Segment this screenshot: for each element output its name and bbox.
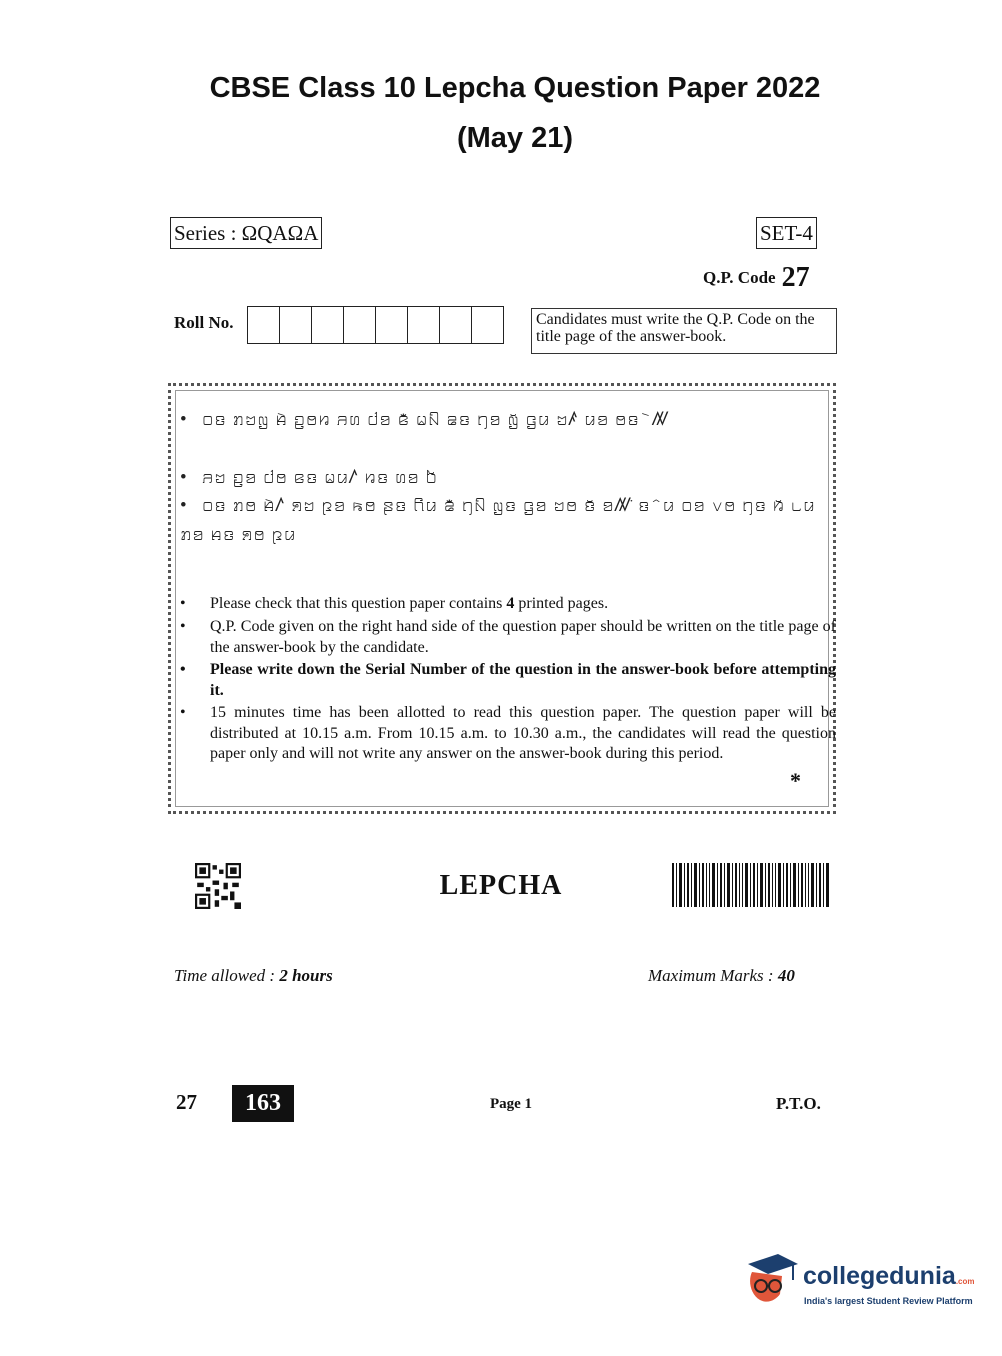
- roll-no-digit-box[interactable]: [376, 307, 408, 343]
- subject-title: LEPCHA: [439, 870, 563, 901]
- roll-no-digit-box[interactable]: [408, 307, 440, 343]
- qp-code: [703, 262, 810, 294]
- lepcha-instruction: • ꤀ꤢ ꤊꤠꤜ ꤌꤧ ꤑꤥꤙ ꤏꤛ ꤓꤤ ꤕꤪ ꤗꤡ ꤘꤢ ꤚꤤ ꤜꤩ ꤞꤣ ꤠꤰ ꤣꤤ ꤥꤢ ꤧꤲ: [180, 405, 820, 434]
- bullet-icon: •: [180, 704, 186, 721]
- roll-no-digit-box[interactable]: [344, 307, 376, 343]
- roll-no-digit-box[interactable]: [440, 307, 472, 343]
- time-allowed: Time allowed : 2 hours: [174, 966, 333, 985]
- bullet-icon: •: [180, 661, 186, 678]
- collegedunia-logo-text: collegedunia.com: [803, 1262, 975, 1290]
- roll-no-digit-box[interactable]: [248, 307, 280, 343]
- bullet-icon: •: [180, 467, 188, 488]
- barcode-icon: [672, 863, 830, 907]
- instruction-item: • Please write down the Serial Number of the question in the answer-book before attempting it.: [180, 661, 836, 699]
- pto-label: P.T.O.: [776, 1094, 821, 1113]
- roll-no-digit-box[interactable]: [280, 307, 312, 343]
- roll-no-label: Roll No.: [174, 313, 234, 332]
- footer-code-box: 163: [232, 1085, 294, 1122]
- roll-no-digit-box[interactable]: [312, 307, 344, 343]
- bullet-icon: •: [180, 618, 186, 635]
- instruction-item: • Q.P. Code given on the right hand side of the question paper should be written on the title page of the answer-book by the candidate.: [180, 618, 836, 656]
- page-number: Page 1: [489, 1096, 533, 1112]
- series-label: Series : ΩQAΩA: [170, 217, 322, 249]
- page-title: CBSE Class 10 Lepcha Question Paper 2022: [209, 72, 821, 104]
- collegedunia-logo-icon: [742, 1250, 800, 1308]
- lepcha-instruction: • ꤏꤠ ꤑꤤ ꤓꤥ ꤕꤢ ꤗꤣꤱ ꤙꤢ ꤛꤤ ꤝꤩ: [180, 463, 820, 492]
- page-subtitle-date: (May 21): [456, 122, 574, 154]
- asterisk-mark: *: [790, 768, 801, 793]
- bullet-icon: •: [180, 595, 186, 612]
- instruction-item: • Please check that this question paper contains 4 printed pages.: [180, 594, 836, 615]
- collegedunia-tagline: India's largest Student Review Platform: [804, 1296, 973, 1306]
- roll-no-boxes[interactable]: [247, 306, 504, 344]
- instruction-item: • 15 minutes time has been allotted to read this question paper. The question paper will be distributed at 10.15 a.m. From 10.15 a.m. to 10.30 a.m., the candidates will read the question paper only and will not write any answer on the answer-book during this period.: [180, 704, 836, 762]
- maximum-marks: Maximum Marks : 40: [648, 966, 795, 985]
- roll-no-digit-box[interactable]: [472, 307, 503, 343]
- candidate-note: Candidates must write the Q.P. Code on the title page of the answer-book.: [531, 308, 837, 354]
- set-label: SET-4: [756, 217, 817, 249]
- qp-code-value: 27: [781, 262, 810, 293]
- bullet-icon: •: [180, 495, 188, 516]
- lepcha-instruction: • ꤀ꤢ ꤊꤥ ꤌꤧꤱ ꤎꤠ ꤐꤤ ꤒꤥ ꤔꤢ ꤖꤣ ꤘꤪ ꤚꤡ ꤜꤢ ꤞꤤ ꤠꤥ ꤢꤩ ꤤꤲ ꤦꤢ ꤨꤣ ꤀ꤤ ꤂ꤥ ꤄ꤢ ꤆ꤩ ꤈ꤣ ꤊꤤ ꤌꤢ ꤎꤥ ꤐꤣ: [180, 491, 820, 549]
- qp-code-label: Q.P. Code: [703, 268, 776, 287]
- bullet-icon: •: [180, 409, 188, 430]
- footer-qp-code: 27: [176, 1090, 197, 1114]
